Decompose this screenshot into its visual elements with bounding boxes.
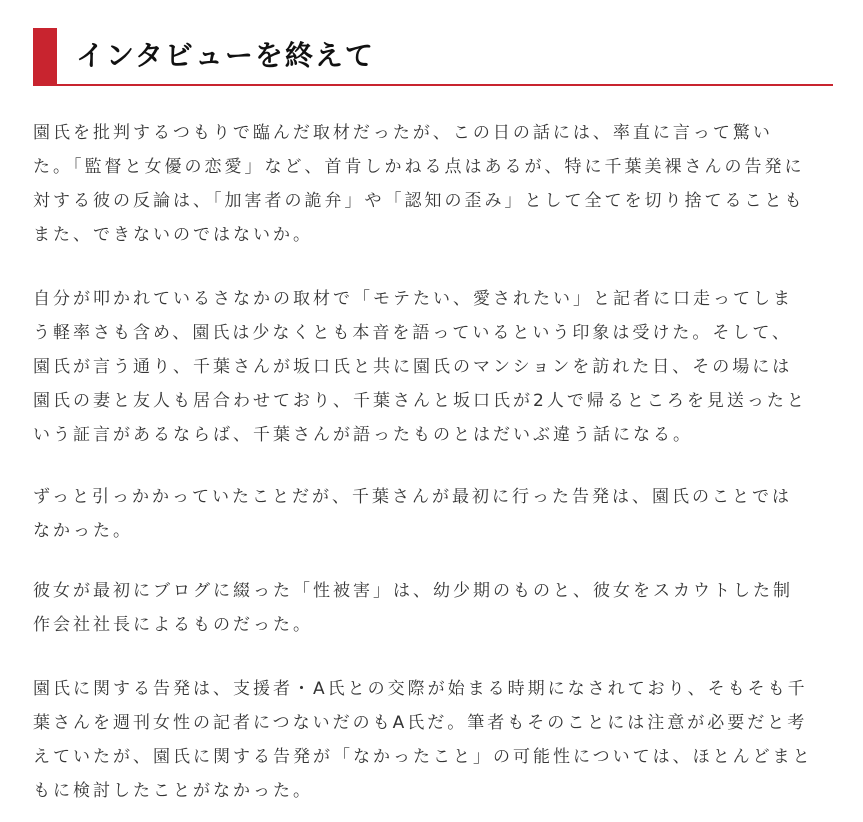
- paragraph: [33, 672, 833, 808]
- paragraph-line: 自分が叩かれているさなかの取材で「モテたい、愛されたい」と記者に口走ってしま: [33, 289, 793, 309]
- paragraph-line: なかった。: [33, 521, 133, 541]
- section-heading: [33, 28, 833, 86]
- paragraph-line: もに検討したことがなかった。: [33, 781, 313, 801]
- paragraph-line: た。「監督と女優の恋愛」など、首肯しかねる点はあるが、特に千葉美裸さんの告発に: [33, 157, 805, 177]
- heading-accent-bar: [33, 28, 57, 86]
- paragraph: [33, 480, 833, 548]
- paragraph-line: えていたが、園氏に関する告発が「なかったこと」の可能性については、ほとんどまと: [33, 747, 813, 767]
- heading-title: インタビューを終えて: [76, 39, 375, 72]
- paragraph: [33, 116, 833, 252]
- paragraph-line: いう証言があるならば、千葉さんが語ったものとはだいぶ違う話になる。: [33, 425, 693, 445]
- paragraph-line: 作会社社長によるものだった。: [33, 615, 313, 635]
- paragraph-line: 園氏が言う通り、千葉さんが坂口氏と共に園氏のマンションを訪れた日、その場には: [33, 357, 793, 377]
- paragraph-line: 葉さんを週刊女性の記者につないだのもA氏だ。筆者もそのことには注意が必要だと考: [33, 713, 808, 733]
- paragraph-line: 園氏を批判するつもりで臨んだ取材だったが、この日の話には、率直に言って驚い: [33, 123, 773, 143]
- paragraph-line: また、できないのではないか。: [33, 225, 313, 245]
- paragraph: [33, 282, 833, 452]
- paragraph-line: ずっと引っかかっていたことだが、千葉さんが最初に行った告発は、園氏のことでは: [33, 487, 792, 507]
- paragraph-line: 彼女が最初にブログに綴った「性被害」は、幼少期のものと、彼女をスカウトした制: [33, 581, 793, 601]
- paragraph-line: 園氏に関する告発は、支援者・A氏との交際が始まる時期になされており、そもそも千: [33, 679, 808, 699]
- paragraph-line: う軽率さも含め、園氏は少なくとも本音を語っているという印象は受けた。そして、: [33, 323, 792, 343]
- paragraph-line: 対する彼の反論は、「加害者の詭弁」や「認知の歪み」として全てを切り捨てることも: [33, 191, 805, 211]
- paragraph: [33, 574, 833, 642]
- paragraph-line: 園氏の妻と友人も居合わせており、千葉さんと坂口氏が2人で帰るところを見送ったと: [33, 391, 807, 411]
